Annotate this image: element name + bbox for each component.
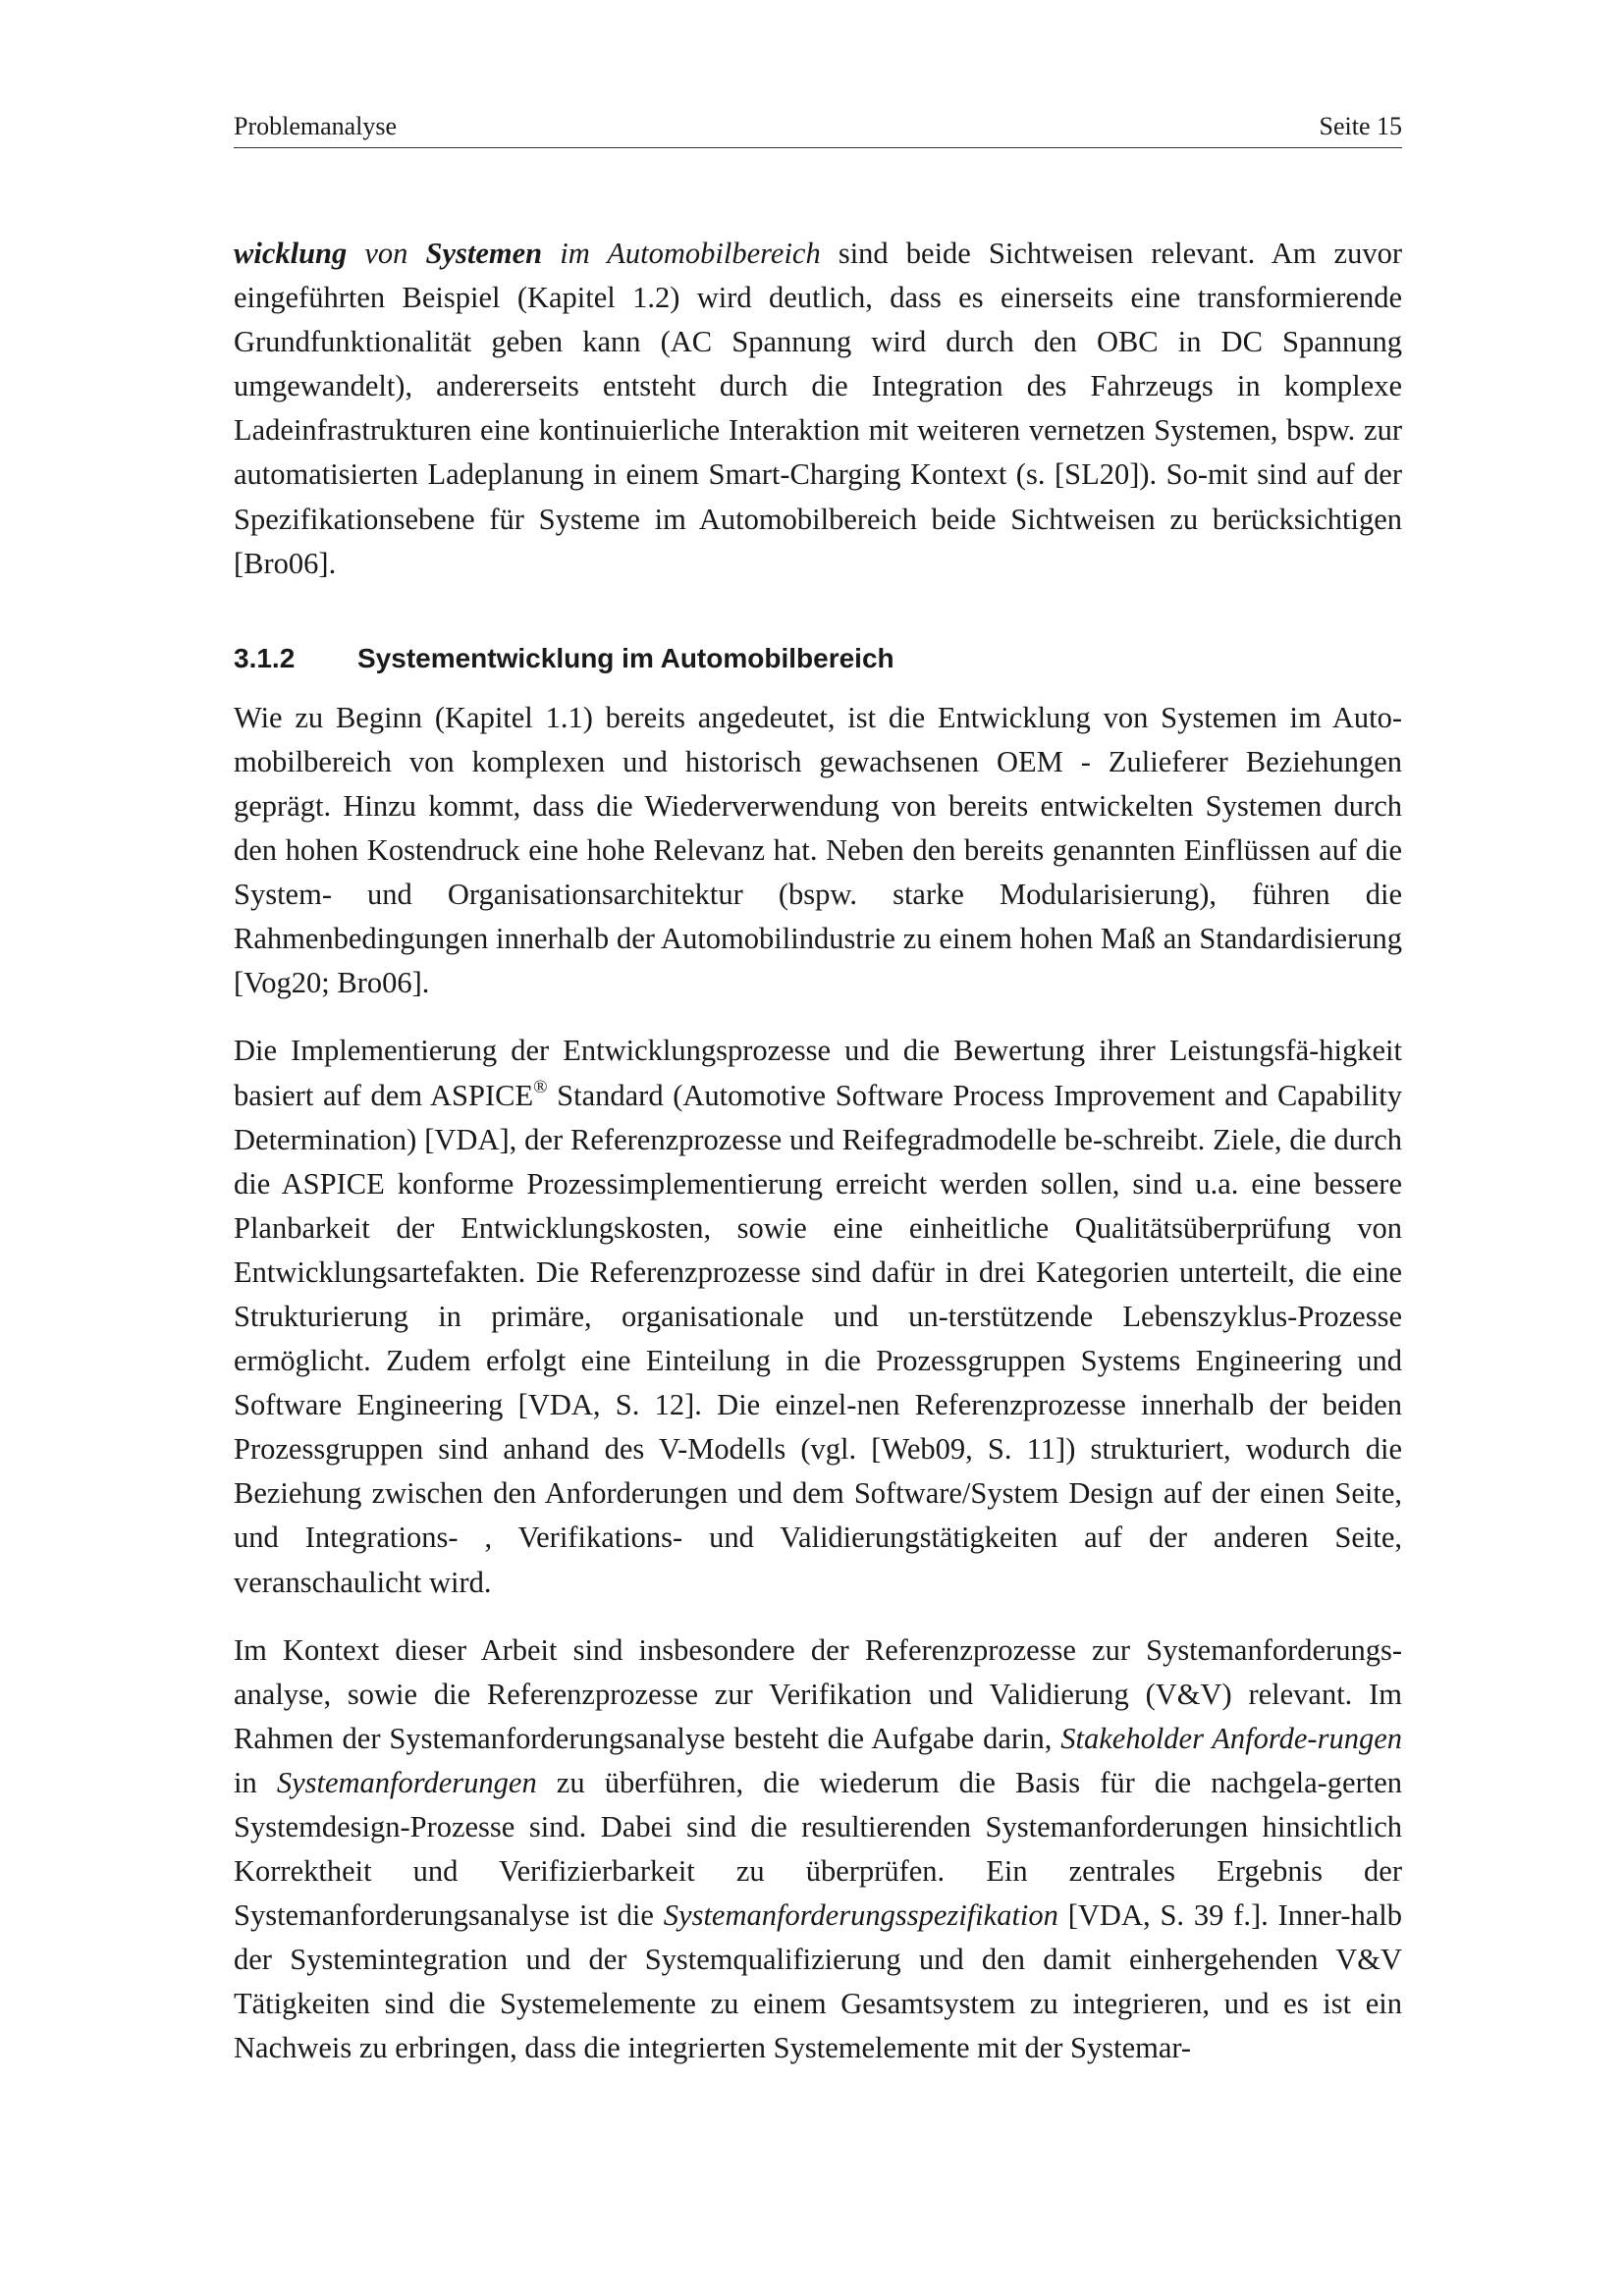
bold-italic-text: Systemen — [425, 237, 543, 270]
text-run: zu überführen, die wiederum die Basis für die nachgela-gerten Systemdesign-Prozesse sind. Dabei sind die resultierenden Systemanforderungen hinsichtlich Korrektheit und Verifizierbarkeit zu überprüfen. Ein zentrales Ergebnis der Systemanforderungsanalyse ist die — [234, 1765, 1402, 1933]
running-header — [234, 106, 1402, 148]
section-heading — [234, 639, 1402, 678]
text-run — [347, 237, 364, 270]
text-run: Die Implementierung der Entwicklungsprozesse und die Bewertung ihrer Leistungsfä-higkeit basiert auf dem ASPICE — [234, 1034, 1402, 1112]
text-run — [542, 237, 560, 270]
text-run: in — [234, 1765, 277, 1799]
italic-text: Systemanforderungsspezifikation — [663, 1898, 1058, 1933]
italic-text: im Automobilbereich — [560, 237, 821, 270]
text-run: sind beide Sichtweisen relevant. Am zuvor eingeführten Beispiel (Kapitel 1.2) wird deutlich, dass es einerseits eine transformierende Grundfunktionalität geben kann (AC Spannung wird durch den OBC in DC Spannung umgewandelt), andererseits entsteht durch die Integration des Fahrzeugs in komplexe Ladeinfrastrukturen eine kontinuierliche Interaktion mit weiteren vernetzen Systemen, bspw. zur automatisierten Ladeplanung in einem Smart-Charging Kontext (s. [SL20]). So-mit sind auf der Spezifikationsebene für Systeme im Automobilbereich beide Sichtweisen zu berücksichtigen [Bro06]. — [234, 237, 1403, 580]
section-title: Systementwicklung im Automobilbereich — [357, 642, 894, 673]
registered-trademark: ® — [533, 1076, 548, 1097]
paragraph-1 — [234, 232, 1402, 586]
italic-text: von — [364, 237, 408, 270]
text-run — [407, 237, 425, 270]
bold-italic-text: wicklung — [234, 237, 348, 270]
text-run: [VDA, S. 39 f.]. Inner-halb der Systemintegration und der Systemqualifizierung und den damit einhergehenden V&V Tätigkeiten sind die Systemelemente zu einem Gesamtsystem zu integrieren, und es ist ein Nachweis zu erbringen, dass die integrierten Systemelemente mit der Systemar- — [234, 1898, 1403, 2065]
italic-text: Systemanforderungen — [276, 1765, 537, 1799]
header-chapter-title: Problemanalyse — [234, 112, 398, 140]
paragraph-2: Wie zu Beginn (Kapitel 1.1) bereits angedeutet, ist die Entwicklung von Systemen im Auto-mobilbereich von komplexen und historisch gewachsenen OEM - Zulieferer Beziehungen geprägt. Hinzu kommt, dass die Wiederverwendung von bereits entwickelten Systemen durch den hohen Kostendruck eine hohe Relevanz hat. Neben den bereits genannten Einflüssen auf die System- und Organisationsarchitektur (bspw. starke Modularisierung), führen die Rahmenbedingungen innerhalb der Automobilindustrie zu einem hohen Maß an Standardisierung [Vog20; Bro06]. — [234, 700, 1402, 1000]
header-page-number: Seite 15 — [1319, 112, 1402, 140]
text-run: Im Kontext dieser Arbeit sind insbesondere der Referenzprozesse zur Systemanforderungs-analyse, sowie die Referenzprozesse zur Verifikation und Validierung (V&V) relevant. Im Rahmen der Systemanforderungsanalyse besteht die Aufgabe darin, — [234, 1632, 1402, 1755]
section-number: 3.1.2 — [234, 642, 296, 673]
paragraph-3 — [234, 1029, 1402, 1604]
body-text — [234, 232, 1402, 2095]
text-run: Standard (Automotive Software Process Improvement and Capability Determination) [VDA], der Referenzprozesse und Reifegradmodelle be-schreibt. Ziele, die durch die ASPICE konforme Prozessimplementierung erreicht werden sollen, sind u.a. eine bessere Planbarkeit der Entwicklungskosten, sowie eine einheitliche Qualitätsüberprüfung von Entwicklungsartefakten. Die Referenzprozesse sind dafür in drei Kategorien unterteilt, die eine Strukturierung in primäre, organisationale und un-terstützende Lebenszyklus-Prozesse ermöglicht. Zudem erfolgt eine Einteilung in die Prozessgruppen Systems Engineering und Software Engineering [VDA, S. 12]. Die einzel-nen Referenzprozesse innerhalb der beiden Prozessgruppen sind anhand des V-Modells (vgl. [Web09, S. 11]) strukturiert, wodurch die Beziehung zwischen den Anforderungen und dem Software/System Design auf der einen Seite, und Integrations- , Verifikations- und Validierungstätigkeiten auf der anderen Seite, veranschaulicht wird. — [234, 1078, 1403, 1599]
paragraph-4 — [234, 1629, 1402, 2071]
italic-text: Stakeholder Anforde-rungen — [1060, 1721, 1402, 1755]
